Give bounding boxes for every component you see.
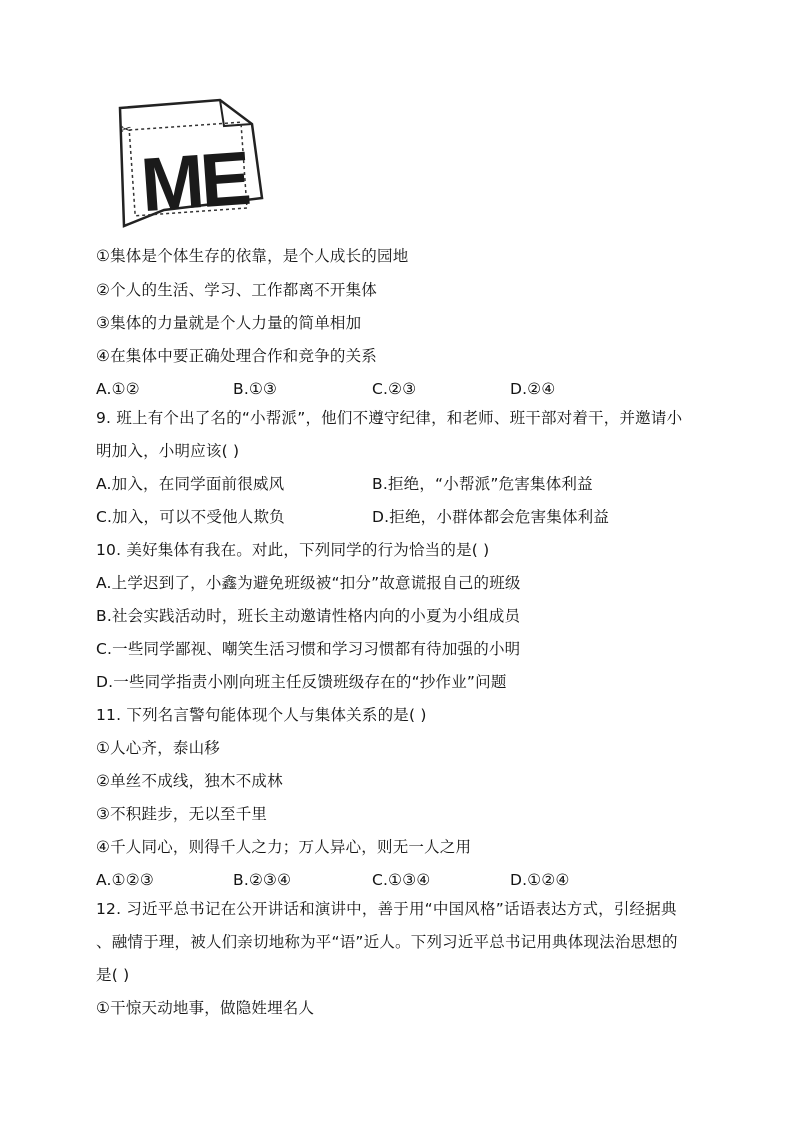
q8-option-d: D.②④	[510, 380, 556, 398]
q11-option-b: B.②③④	[233, 871, 292, 889]
q11-statement-3: ③不积跬步，无以至千里	[96, 805, 268, 823]
q12-stem-line-2: 、融情于理，被人们亲切地称为平“语”近人。下列习近平总书记用典体现法治思想的	[96, 933, 678, 951]
q11-statement-2: ②单丝不成线，独木不成林	[96, 772, 283, 790]
q10-option-c: C.一些同学鄙视、嘲笑生活习惯和学习习惯都有待加强的小明	[96, 640, 521, 658]
q8-options	[96, 376, 716, 402]
q8-statement-3: ③集体的力量就是个人力量的简单相加	[96, 314, 362, 332]
q12-statement-1: ①干惊天动地事，做隐姓埋名人	[96, 999, 315, 1017]
q11-option-d: D.①②④	[510, 871, 570, 889]
q12-stem-line-1: 12. 习近平总书记在公开讲话和演讲中，善于用“中国风格”话语表达方式，引经据典	[96, 900, 677, 918]
q9-option-b: B.拒绝，“小帮派”危害集体利益	[372, 475, 593, 493]
q10-stem: 10. 美好集体有我在。对此，下列同学的行为恰当的是( )	[96, 541, 490, 559]
scissors-icon: ✂	[120, 122, 132, 138]
q11-stem: 11. 下列名言警句能体现个人与集体关系的是( )	[96, 706, 427, 724]
q9-option-d: D.拒绝，小群体都会危害集体利益	[372, 508, 610, 526]
q9-options-row-1	[96, 471, 716, 497]
q8-option-b: B.①③	[233, 380, 278, 398]
q8-statement-1: ①集体是个体生存的依靠，是个人成长的园地	[96, 247, 409, 265]
q8-option-c: C.②③	[372, 380, 417, 398]
q8-statement-4: ④在集体中要正确处理合作和竞争的关系	[96, 347, 377, 365]
q9-option-a: A.加入，在同学面前很威风	[96, 475, 285, 493]
q11-statement-4: ④千人同心，则得千人之力；万人异心，则无一人之用	[96, 838, 472, 856]
q12-stem-line-3: 是( )	[96, 966, 130, 984]
q8-statement-2: ②个人的生活、学习、工作都离不开集体	[96, 281, 377, 299]
q10-option-d: D.一些同学指责小刚向班主任反馈班级存在的“抄作业”问题	[96, 673, 507, 691]
logo-letters: ME	[138, 136, 250, 229]
q9-stem-line-2: 明加入，小明应该( )	[96, 442, 240, 460]
q9-options-row-2	[96, 504, 716, 530]
q11-option-a: A.①②③	[96, 871, 154, 889]
me-logo-image	[112, 98, 264, 234]
q8-option-a: A.①②	[96, 380, 140, 398]
q9-stem-line-1: 9. 班上有个出了名的“小帮派”，他们不遵守纪律，和老师、班干部对着干，并邀请小	[96, 409, 683, 427]
q10-option-a: A.上学迟到了，小鑫为避免班级被“扣分”故意谎报自己的班级	[96, 574, 521, 592]
q11-statement-1: ①人心齐，泰山移	[96, 739, 220, 757]
q9-option-c: C.加入，可以不受他人欺负	[96, 508, 285, 526]
q10-option-b: B.社会实践活动时，班长主动邀请性格内向的小夏为小组成员	[96, 607, 521, 625]
q11-option-c: C.①③④	[372, 871, 431, 889]
q11-options	[96, 867, 716, 893]
